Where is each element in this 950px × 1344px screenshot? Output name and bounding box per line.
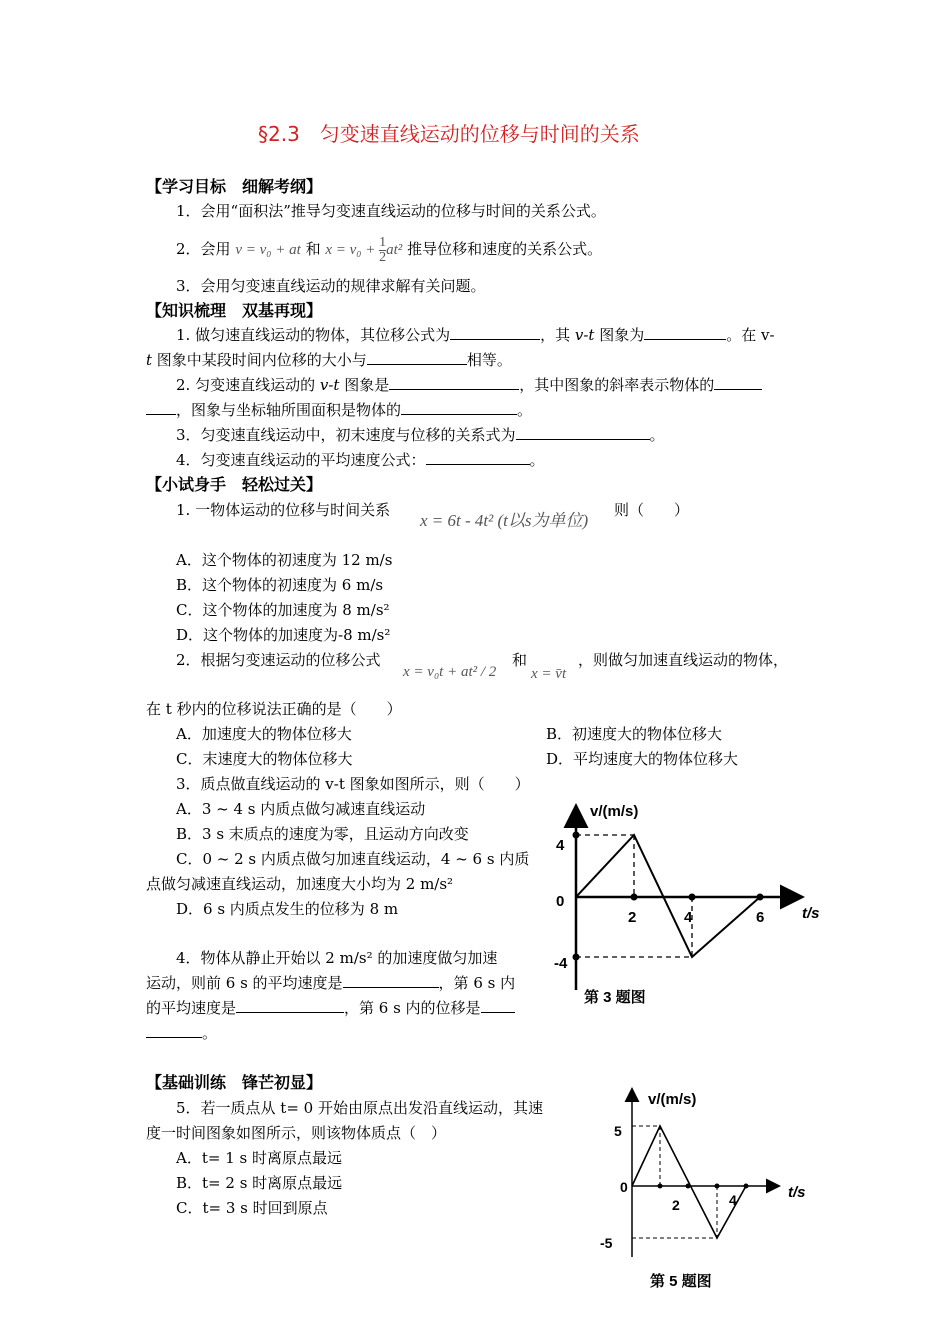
- objective-1: 1．会用“面积法”推导匀变速直线运动的位移与时间的关系公式。: [176, 202, 606, 220]
- tick-y-5: 5: [614, 1123, 622, 1139]
- formula-velocity: v = v₀ + at: [235, 241, 301, 258]
- y-axis-label: v/(m/s): [648, 1091, 697, 1108]
- blank-field[interactable]: [389, 375, 519, 390]
- q5-option-a[interactable]: A．t= 1 s 时离原点最远: [176, 1149, 342, 1167]
- question-4-line-1: 4．物体从静止开始以 2 m/s² 的加速度做匀加速: [176, 949, 498, 967]
- q1-option-d[interactable]: D．这个物体的加速度为-8 m/s²: [176, 626, 391, 644]
- question-4-line-4: 。: [146, 1023, 217, 1043]
- figure-5-caption: 第 5 题图: [650, 1273, 712, 1290]
- blank-field[interactable]: [146, 400, 176, 415]
- question-5-line-2: 度一时间图象如图所示，则该物体质点（ ）: [146, 1124, 447, 1142]
- tick-x-4: 4: [729, 1192, 737, 1208]
- question-1-paren: 则（ ）: [614, 501, 690, 519]
- objective-2-text-c: 推导位移和速度的关系公式。: [407, 239, 603, 258]
- blank-field[interactable]: [644, 325, 726, 340]
- section-heading-objectives: 【学习目标 细解考纲】: [146, 177, 323, 196]
- figure-3-caption: 第 3 题图: [584, 989, 646, 1006]
- tick-x-2: 2: [672, 1197, 680, 1213]
- section-heading-basic-training: 【基础训练 锋芒初显】: [146, 1073, 323, 1092]
- figure-3-vt-graph: [538, 790, 838, 1030]
- blank-field[interactable]: [714, 375, 762, 390]
- q3-option-b[interactable]: B．3 s 末质点的速度为零，且运动方向改变: [176, 825, 469, 843]
- q5-option-c[interactable]: C．t= 3 s 时回到原点: [176, 1199, 328, 1217]
- section-heading-practice: 【小试身手 轻松过关】: [146, 475, 323, 494]
- objective-2-text-b: 和: [305, 239, 321, 258]
- knowledge-line-6: 4．匀变速直线运动的平均速度公式： 。: [176, 451, 545, 469]
- page-title: §2.3 匀变速直线运动的位移与时间的关系: [258, 122, 640, 146]
- question-4-line-3: 的平均速度是 ，第 6 s 内的位移是: [146, 998, 515, 1018]
- objective-2: [176, 236, 602, 265]
- question-2-text-c: ，则做匀加速直线运动的物体，: [578, 651, 789, 669]
- section-heading-knowledge: 【知识梳理 双基再现】: [146, 301, 323, 320]
- blank-field[interactable]: [236, 998, 344, 1013]
- knowledge-line-2: t 图象中某段时间内位移的大小与 相等。: [146, 351, 512, 369]
- q2-option-d[interactable]: D．平均速度大的物体位移大: [546, 750, 739, 768]
- question-2-text-d: 在 t 秒内的位移说法正确的是（ ）: [146, 700, 402, 718]
- question-2-formula-a: x = v₀t + at² / 2: [403, 664, 497, 680]
- q3-option-c-line-2[interactable]: 点做匀减速直线运动，加速度大小均为 2 m/s²: [146, 875, 454, 893]
- y-axis-label: v/(m/s): [590, 803, 639, 820]
- knowledge-line-1: 1. 做匀速直线运动的物体，其位移公式为 ，其 v-t 图象为 。在 v-: [176, 326, 775, 344]
- formula-displacement: x = v₀ + $\frac{1}{2}$ at²: [325, 235, 403, 265]
- question-1-formula: x = 6t - 4t² (t以s为单位): [420, 511, 589, 530]
- blank-field[interactable]: [450, 325, 540, 340]
- blank-field[interactable]: [343, 973, 439, 988]
- blank-field[interactable]: [426, 450, 530, 465]
- q2-option-c[interactable]: C．末速度大的物体位移大: [176, 750, 353, 768]
- question-2-formula-b: x = v̄t: [531, 666, 567, 682]
- tick-x-4: 4: [684, 909, 693, 926]
- blank-field[interactable]: [146, 1023, 202, 1038]
- tick-y-neg5: -5: [600, 1235, 613, 1251]
- tick-y-neg4: -4: [554, 955, 568, 972]
- x-axis-label: t/s: [788, 1184, 806, 1201]
- x-axis-label: t/s: [802, 905, 820, 922]
- velocity-line: [632, 1126, 746, 1238]
- knowledge-line-5: 3．匀变速直线运动中，初末速度与位移的关系式为 。: [176, 426, 665, 444]
- knowledge-line-4: ，图象与坐标轴所围面积是物体的 。: [146, 400, 532, 420]
- q1-option-a[interactable]: A．这个物体的初速度为 12 m/s: [176, 551, 393, 569]
- question-3-text: 3．质点做直线运动的 v-t 图象如图所示，则（ ）: [176, 775, 530, 793]
- tick-y-0: 0: [556, 893, 565, 910]
- tick-y-0: 0: [620, 1179, 628, 1195]
- q5-option-b[interactable]: B．t= 2 s 时离原点最远: [176, 1174, 343, 1192]
- q3-option-c-line-1[interactable]: C．0 ~ 2 s 内质点做匀加速直线运动，4 ~ 6 s 内质: [176, 850, 530, 868]
- question-2-text: 2．根据匀变速运动的位移公式: [176, 651, 381, 669]
- q3-option-a[interactable]: A．3 ~ 4 s 内质点做匀减速直线运动: [176, 800, 426, 818]
- q1-option-c[interactable]: C．这个物体的加速度为 8 m/s²: [176, 601, 390, 619]
- question-5-line-1: 5．若一质点从 t= 0 开始由原点出发沿直线运动，其速: [176, 1099, 543, 1117]
- question-2-and: 和: [512, 651, 528, 669]
- tick-y-4: 4: [556, 837, 565, 854]
- tick-x-6: 6: [756, 909, 765, 926]
- blank-field[interactable]: [516, 425, 650, 440]
- blank-field[interactable]: [367, 350, 467, 365]
- tick-x-2: 2: [628, 909, 637, 926]
- objective-2-text-a: 2．会用: [176, 239, 231, 258]
- figure-5-vt-graph: [596, 1082, 822, 1302]
- knowledge-line-3: 2. 匀变速直线运动的 v-t 图象是 ，其中图象的斜率表示物体的: [176, 375, 762, 395]
- q1-option-b[interactable]: B．这个物体的初速度为 6 m/s: [176, 576, 384, 594]
- q2-option-a[interactable]: A．加速度大的物体位移大: [176, 725, 352, 743]
- q3-option-d[interactable]: D．6 s 内质点发生的位移为 8 m: [176, 900, 399, 918]
- blank-field[interactable]: [401, 400, 517, 415]
- question-1-text: 1. 一物体运动的位移与时间关系: [176, 501, 391, 519]
- question-4-line-2: 运动，则前 6 s 的平均速度是 ，第 6 s 内: [146, 974, 516, 992]
- objective-3: 3．会用匀变速直线运动的规律求解有关问题。: [176, 277, 486, 295]
- blank-field[interactable]: [481, 998, 515, 1013]
- q2-option-b[interactable]: B．初速度大的物体位移大: [546, 725, 723, 743]
